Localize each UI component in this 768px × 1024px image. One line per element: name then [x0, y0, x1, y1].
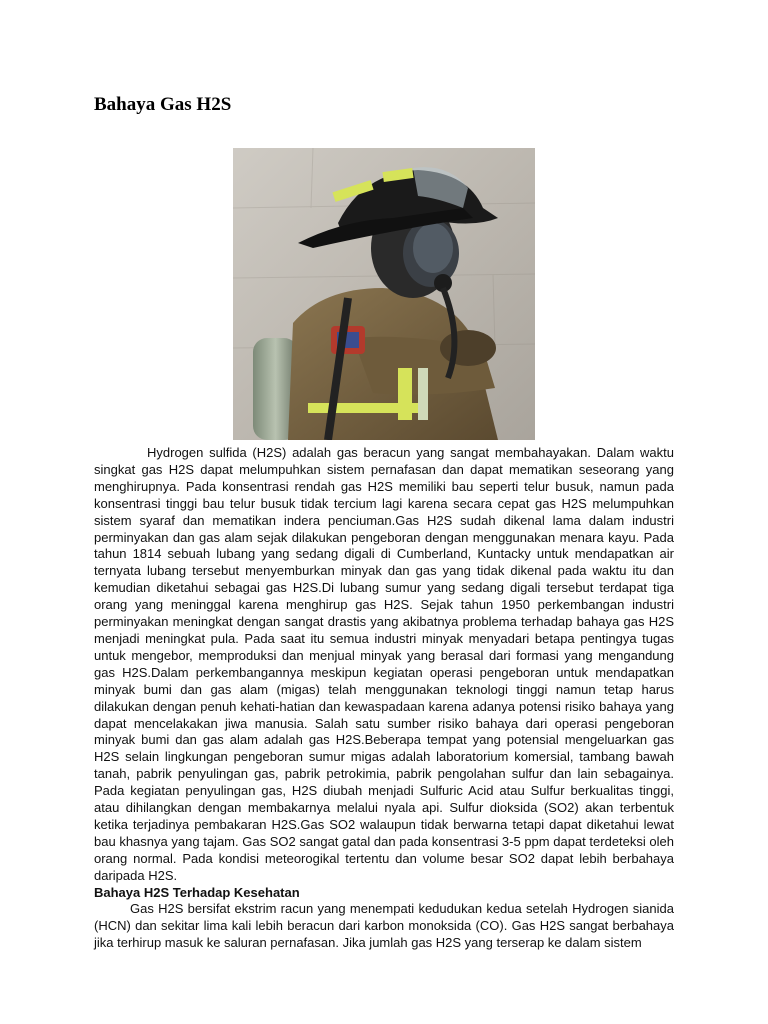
page-title: Bahaya Gas H2S: [94, 94, 232, 115]
firefighter-illustration: [233, 148, 535, 440]
article-body: [94, 445, 674, 952]
paragraph-health: Gas H2S bersifat ekstrim racun yang menempati kedudukan kedua setelah Hydrogen sianida (HCN) dan sekitar lima kali lebih beracun dari karbon monoksida (CO). Gas H2S sangat berbahaya jika terhirup masuk ke saluran pernafasan. Jika jumlah gas H2S yang terserap ke dalam sistem: [94, 901, 674, 951]
section-heading: Bahaya H2S Terhadap Kesehatan: [94, 884, 300, 900]
firefighter-photo: [233, 148, 535, 440]
paragraph-intro: Hydrogen sulfida (H2S) adalah gas beracun yang sangat membahayakan. Dalam waktu singkat gas H2S dapat melumpuhkan sistem pernafasan dan dapat mematikan seseorang yang menghirupnya. Pada konsentrasi rendah gas H2S memiliki bau seperti telur busuk, namun pada konsentrasi tinggi bau telur busuk tidak tercium lagi karena secara cepat gas H2S melumpuhkan sistem syaraf dan mematikan indera penciuman.Gas H2S sudah dikenal lama dalam industri perminyakan dan gas alam sejak dilakukan pengeboran dengan menggunakan menara kayu. Pada tahun 1814 sebuah lubang yang sedang digali di Cumberland, Kuntacky untuk mendapatkan air ternyata lubang tersebut menyemburkan minyak dan gas yang tidak dikenal pada waktu itu dan kemudian diketahui sebagai gas H2S.Di lubang sumur yang sedang digali tersebut terdapat tiga orang yang meninggal karena menghirup gas H2S. Sejak tahun 1950 perkembangan industri perminyakan meningkat dengan sangat drastis yang akibatnya problema terhadap bahaya gas H2S menjadi meningkat pula. Pada saat itu semua industri minyak menyadari betapa pentingya tugas untuk mengebor, memproduksi dan menjual minyak yang berasal dari formasi yang mengandung gas H2S.Dalam perkembangannya meskipun kegiatan operasi pengeboran untuk mendapatkan minyak bumi dan gas alam (migas) telah menggunakan teknologi tinggi namun tetap harus dilakukan dengan penuh kehati-hatian dan kewaspadaan karena adanya potensi risiko bahaya yang dapat mencelakakan jiwa manusia. Salah satu sumber risiko bahaya dari operasi pengeboran minyak bumi dan gas alam adalah gas H2S.Beberapa tempat yang potensial mengeluarkan gas H2S selain lingkungan pengeboran sumur migas adalah laboratorium komersial, tambang bawah tanah, pabrik penyulingan gas, pabrik petrokimia, pabrik pengolahan sulfur dan lain sebagainya. Pada kegiatan penyulingan gas, H2S diubah menjadi Sulfuric Acid atau Sulfur berkualitas tinggi, atau dihilangkan dengan membakarnya melalui nyala api. Sulfur dioksida (SO2) akan terbentuk ketika terjadinya pembakaran H2S.Gas SO2 walaupun tidak berwarna tetapi dapat diketahui lewat bau khasnya yang tajam. Gas SO2 sangat gatal dan pada konsentrasi 3-5 ppm dapat terdeteksi oleh orang normal. Pada kondisi meteorogikal tertentu dan volume besar SO2 dapat lebih berbahaya daripada H2S.: [94, 445, 674, 883]
